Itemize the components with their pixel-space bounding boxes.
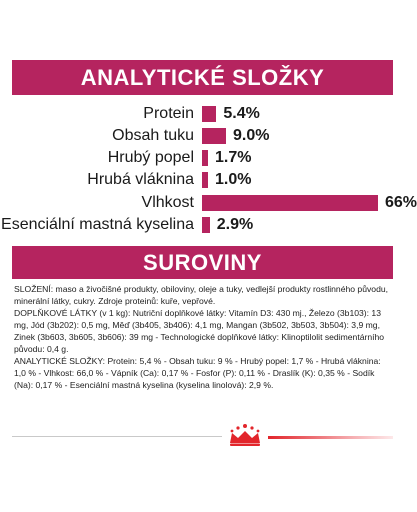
- nutrient-bar: [202, 217, 210, 233]
- nutrient-row: [0, 214, 405, 236]
- nutrient-value: 1.7%: [215, 149, 252, 166]
- nutrient-value: 2.9%: [216, 216, 254, 233]
- nutrient-label: Vlhkost: [141, 194, 194, 211]
- crown-icon: [222, 423, 268, 447]
- ingredients-text: [14, 283, 392, 391]
- nutrient-label: Esenciální mastná kyselina: [1, 216, 194, 233]
- nutrient-bar: [202, 150, 208, 166]
- nutrient-value: 9.0%: [233, 127, 270, 144]
- nutrient-bar: [202, 106, 216, 122]
- nutrient-value: 5.4%: [223, 105, 260, 122]
- additives-paragraph: DOPLŇKOVÉ LÁTKY (v 1 kg): Nutriční doplňkové látky: Vitamín D3: 430 mj., Železo (3b103): 13 mg, Jód (3b202): 0,5 mg, Měď (3b405, 3b406): 4,1 mg, Mangan (3b502, 3b503, 3b504): 3,9 mg, Zinek (3b603, 3b605, 3b606): 39 mg - Technologické doplňkové látky: Klinoptilolit sedimentárního původu: 0,4 g.: [14, 308, 385, 354]
- nutrient-bar: [202, 172, 208, 188]
- ingredients-title: SUROVINY: [12, 246, 393, 279]
- nutrient-label: Protein: [143, 105, 194, 122]
- composition-paragraph: SLOŽENÍ: maso a živočišné produkty, obiloviny, oleje a tuky, vedlejší produkty rostlinného původu, minerální látky, cukry. Zdroje proteinů: kuře, vepřové.: [14, 284, 389, 306]
- nutrient-bar: [202, 195, 378, 211]
- nutrient-label: Hrubá vláknina: [87, 171, 194, 188]
- nutrient-row: [0, 103, 405, 125]
- footer-divider-right: [268, 436, 393, 439]
- nutrient-row: [0, 147, 405, 169]
- nutrient-value: 66%: [385, 194, 417, 211]
- nutrient-bar: [202, 128, 226, 144]
- nutrient-label: Hrubý popel: [107, 149, 194, 166]
- nutrient-value: 1.0%: [215, 171, 252, 188]
- nutrient-row: [0, 169, 405, 191]
- footer-divider-left: [12, 436, 222, 437]
- nutrient-row: [0, 125, 405, 147]
- analytic-title: ANALYTICKÉ SLOŽKY: [12, 60, 393, 95]
- nutrient-row: [0, 192, 417, 214]
- nutrient-label: Obsah tuku: [112, 127, 194, 144]
- analytic-paragraph: ANALYTICKÉ SLOŽKY: Protein: 5,4 % - Obsah tuku: 9 % - Hrubý popel: 1,7 % - Hrubá vláknina: 1,0 % - Vlhkost: 66,0 % - Vápník (Ca): 0,17 % - Fosfor (P): 0,11 % - Draslík (K): 0,35 % - Sodík (Na): 0,17 % - Esenciální mastná kyselina (kyselina linolová): 2,9 %.: [14, 356, 381, 390]
